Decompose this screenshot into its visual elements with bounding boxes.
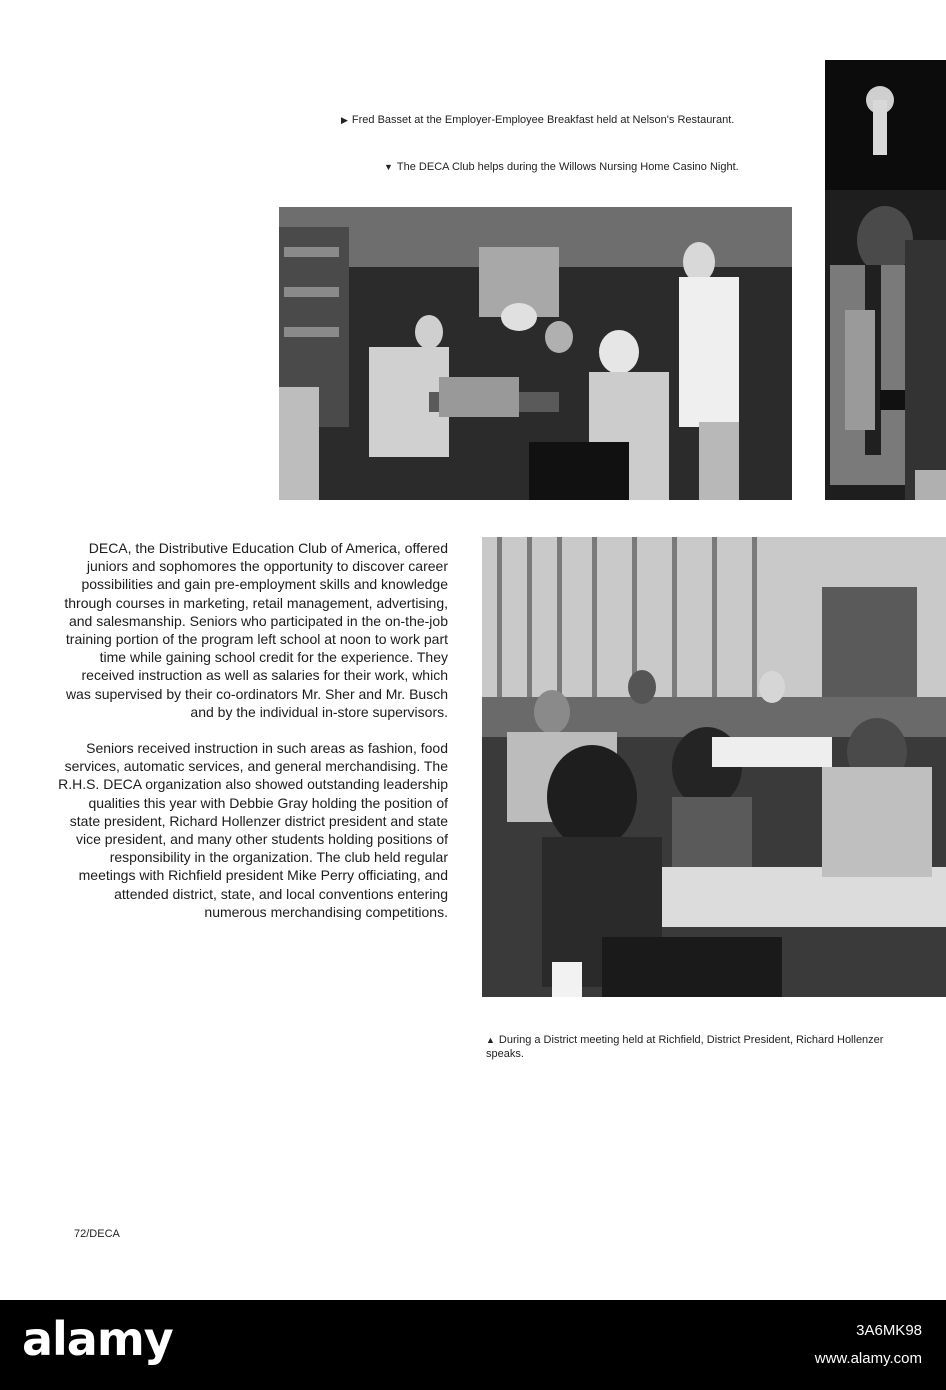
breakfast-caption <box>341 113 791 127</box>
casino-caption <box>384 160 794 174</box>
footer-url: www.alamy.com <box>814 1350 922 1367</box>
alamy-logo: alamy <box>22 1312 173 1366</box>
district-meeting-photo <box>482 537 946 997</box>
district-caption <box>486 1033 922 1061</box>
article-paragraph-2: Seniors received instruction in such areas as fashion, food services, automatic services, and general merchandising. The R.H.S. DECA organization also showed outstanding leadership qualities this year with Debbie Gray holding the position of state president, Richard Hollenzer district president and state vice president, and many other students holding positions of responsibility in the organization. The club held regular meetings with Richfield president Mike Perry officiating, and attended district, state, and local conventions entering numerous merchandising competitions. <box>58 740 448 920</box>
down-arrow-icon: ▼ <box>384 162 393 172</box>
image-id: 3A6MK98 <box>856 1322 922 1339</box>
breakfast-photo <box>825 60 946 500</box>
right-arrow-icon: ▶ <box>341 115 348 125</box>
article-body <box>56 539 448 921</box>
district-caption-text: During a District meeting held at Richfield, District President, Richard Hollenzer speaks. <box>486 1034 884 1060</box>
page-folio: 72/DECA <box>74 1228 120 1240</box>
casino-caption-text: The DECA Club helps during the Willows Nursing Home Casino Night. <box>396 161 739 173</box>
up-arrow-icon: ▲ <box>486 1035 495 1045</box>
article-paragraph-1: DECA, the Distributive Education Club of America, offered juniors and sophomores the opportunity to discover career possibilities and gain pre-employment skills and knowledge through courses in marketing, retail management, advertising, and salesmanship. Seniors who participated in the on-the-job training portion of the program left school at noon to work part time while gaining school credit for the experience. They received instruction as well as salaries for their work, which was supervised by their co-ordinators Mr. Sher and Mr. Busch and by the individual in-store supervisors. <box>64 540 448 720</box>
casino-night-photo <box>279 207 792 500</box>
breakfast-caption-text: Fred Basset at the Employer-Employee Breakfast held at Nelson's Restaurant. <box>351 114 735 126</box>
